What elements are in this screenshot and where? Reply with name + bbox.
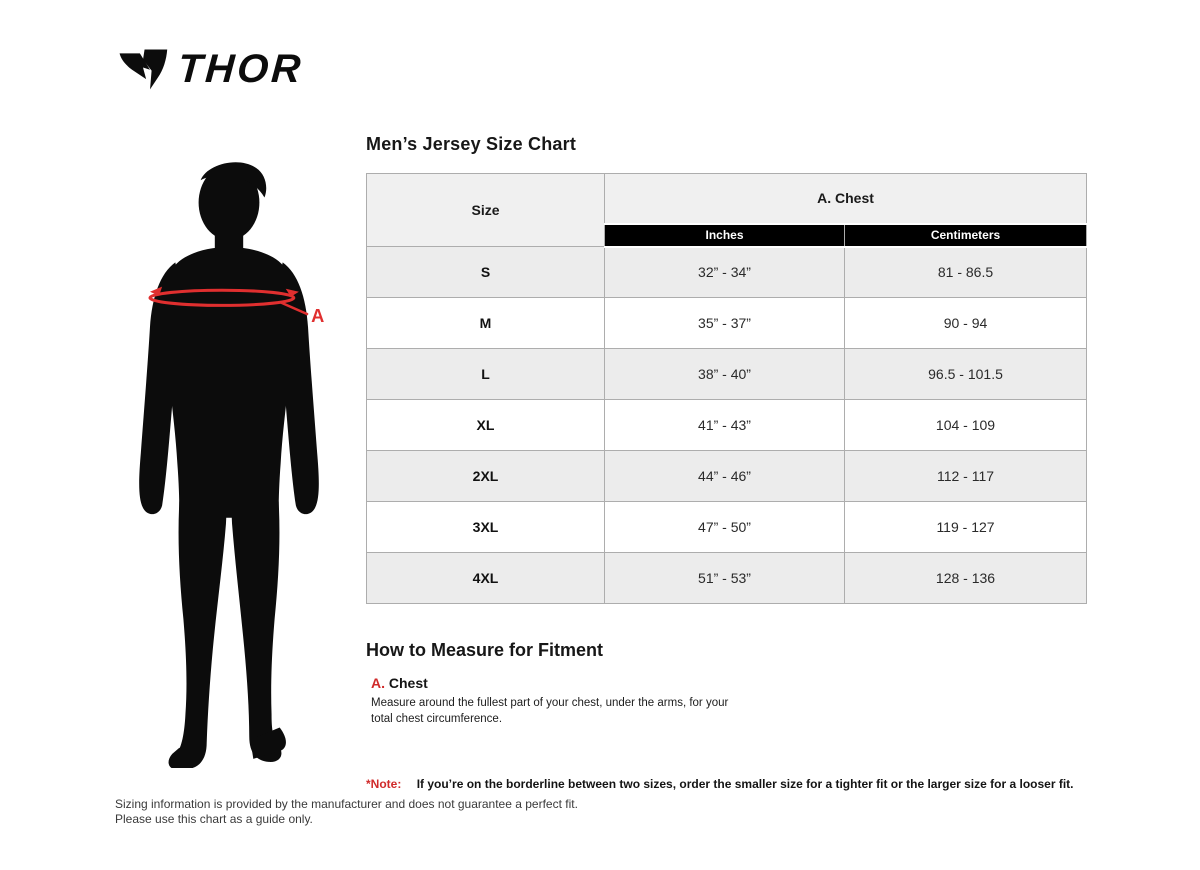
body-silhouette-figure <box>126 160 332 768</box>
page-title: Men’s Jersey Size Chart <box>366 134 577 154</box>
size-chart-table <box>366 173 1087 604</box>
cm-cell: 128 - 136 <box>845 553 1087 604</box>
inches-cell: 44” - 46” <box>605 451 845 502</box>
column-header-centimeters: Centimeters <box>845 224 1087 247</box>
cm-cell: 119 - 127 <box>845 502 1087 553</box>
table-row <box>367 451 1087 502</box>
inches-cell: 41” - 43” <box>605 400 845 451</box>
measure-item-letter: A. <box>371 675 385 691</box>
column-header-size: Size <box>367 174 605 247</box>
inches-cell: 38” - 40” <box>605 349 845 400</box>
thor-y-icon <box>118 42 168 96</box>
measure-item-title <box>371 675 1090 691</box>
inches-cell: 35” - 37” <box>605 298 845 349</box>
measure-label-a: A <box>311 305 325 327</box>
cm-cell: 81 - 86.5 <box>845 247 1087 298</box>
thor-logo <box>118 42 303 96</box>
size-cell: 4XL <box>367 553 605 604</box>
size-cell: 2XL <box>367 451 605 502</box>
measure-item-chest <box>366 675 1090 727</box>
cm-cell: 104 - 109 <box>845 400 1087 451</box>
size-chart-section <box>366 134 1090 791</box>
inches-cell: 32” - 34” <box>605 247 845 298</box>
disclaimer-line-1: Sizing information is provided by the manufacturer and does not guarantee a perfect fit. <box>115 797 578 811</box>
size-cell: M <box>367 298 605 349</box>
inches-cell: 51” - 53” <box>605 553 845 604</box>
table-row <box>367 247 1087 298</box>
measure-item-name: Chest <box>388 675 428 691</box>
cm-cell: 112 - 117 <box>845 451 1087 502</box>
table-row <box>367 502 1087 553</box>
sizing-note <box>366 777 1090 791</box>
table-row <box>367 298 1087 349</box>
cm-cell: 90 - 94 <box>845 298 1087 349</box>
size-cell: L <box>367 349 605 400</box>
inches-cell: 47” - 50” <box>605 502 845 553</box>
size-cell: 3XL <box>367 502 605 553</box>
table-row <box>367 349 1087 400</box>
how-to-measure-heading: How to Measure for Fitment <box>366 640 604 660</box>
measure-item-description: Measure around the fullest part of your chest, under the arms, for your total chest circumference. <box>371 697 729 725</box>
note-label: *Note: <box>366 777 402 792</box>
male-silhouette <box>139 162 319 768</box>
column-header-chest: A. Chest <box>605 174 1087 224</box>
table-row <box>367 553 1087 604</box>
table-row <box>367 400 1087 451</box>
size-cell: XL <box>367 400 605 451</box>
size-cell: S <box>367 247 605 298</box>
thor-wordmark: THOR <box>176 47 305 91</box>
cm-cell: 96.5 - 101.5 <box>845 349 1087 400</box>
note-text: If you’re on the borderline between two sizes, order the smaller size for a tighter fit or the larger size for a looser fit. <box>416 777 1074 792</box>
disclaimer-line-2: Please use this chart as a guide only. <box>115 812 313 826</box>
manufacturer-disclaimer <box>115 797 578 827</box>
column-header-inches: Inches <box>605 224 845 247</box>
